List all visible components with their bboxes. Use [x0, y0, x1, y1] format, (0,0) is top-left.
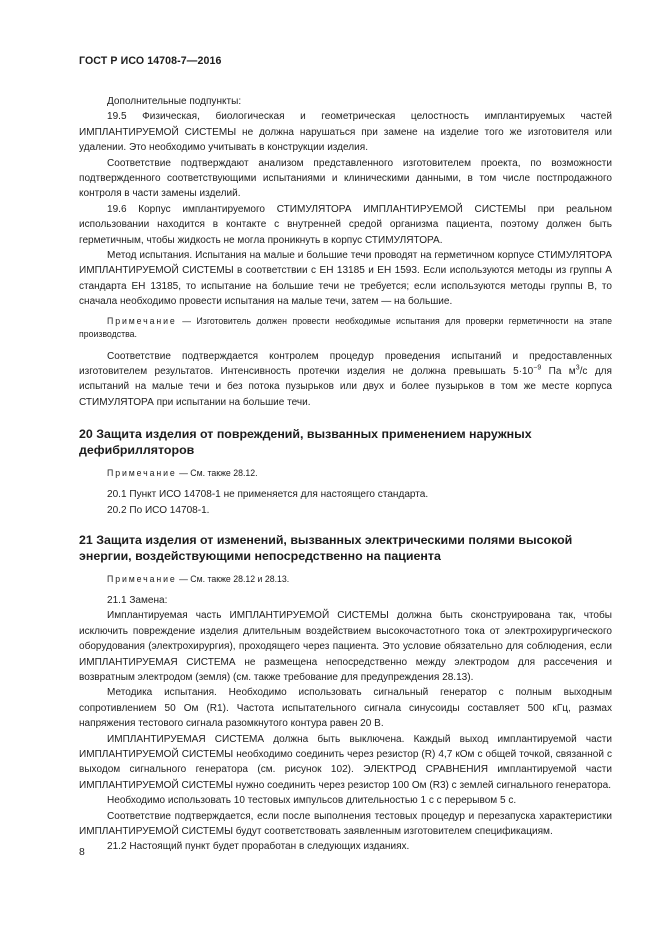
paragraph-21-2: 21.2 Настоящий пункт будет проработан в следующих изданиях.	[107, 841, 410, 853]
paragraph-19-5: 19.5 Физическая, биологическая и геометрическая целостность имплантируемых частей ИМПЛАНТИРУЕМОЙ СИСТЕМЫ не должна нарушаться при замене на изделие того же изготовителя или удалении. Это необходимо учитывать в конструкции изделия.	[79, 111, 612, 154]
paragraph-19-6: 19.6 Корпус имплантируемого СТИМУЛЯТОРА ИМПЛАНТИРУЕМОЙ СИСТЕМЫ при реальном использовании находится в контакте с внутренней средой организма пациента, поэтому должен быть герметичным, чтобы жидкость не могла проникнуть в корпус СТИМУЛЯТОРА.	[79, 203, 612, 246]
note-label: Примечание	[107, 315, 177, 326]
section-20-heading: 20 Защита изделия от повреждений, вызванных применением наружных дефибрилляторов	[79, 427, 532, 458]
leak-text-part3: /с для испытаний на малые течи и без потока пузырьков или двух и более пузырьков в том же месте корпуса СТИМУЛЯТОРА при испытании на большие течи.	[79, 365, 612, 408]
page-number: 8	[79, 847, 85, 858]
leak-exponent-1: −9	[533, 364, 542, 372]
paragraph-21-1: 21.1 Замена:	[107, 594, 168, 606]
note-label: Примечание	[107, 573, 177, 584]
note-19-6	[79, 315, 612, 342]
leak-text-part2: Па м	[541, 365, 576, 377]
page-content	[79, 94, 612, 855]
paragraph-21-pulses: Необходимо использовать 10 тестовых импульсов длительностью 1 с с перерывом 5 с.	[107, 795, 517, 807]
paragraph-21-test-method: Методика испытания. Необходимо использовать сигнальный генератор с полным выходным сопротивлением 50 Ом (R1). Частота испытательного сигнала синусоиды составляет 500 кГц, размах напряжения тестового сигнала разомкнутого контура равен 20 В.	[79, 687, 612, 730]
paragraph-21-compliance: Соответствие подтверждается, если после выполнения тестовых процедур и перезапуска характеристики ИМПЛАНТИРУЕМОЙ СИСТЕМЫ будут соответствовать заявленным изготовителем спецификациям.	[79, 810, 612, 838]
paragraph-test-method: Метод испытания. Испытания на малые и большие течи проводят на герметичном корпусе СТИМУЛЯТОРА ИМПЛАНТИРУЕМОЙ СИСТЕМЫ в соответствии с ЕН 13185 и ЕН 1593. Если используются методы из группы А стандарта ЕН 13185, то испытание на большие течи не требуется; если используются методы группы В, то сначала необходимо провести испытания на малые течи, затем — на большие.	[79, 250, 612, 308]
leak-text-part1: Соответствие подтверждается контролем процедур проведения испытаний и предоставленных изготовителем результатов. Интенсивность протечки изделия не должна превышать 5·10	[79, 350, 612, 377]
note-label: Примечание	[107, 467, 177, 478]
section-21-heading: 21 Защита изделия от изменений, вызванных электрическими полями высокой энергии, воздействующими непосредственно на пациента	[79, 532, 573, 564]
note-text: — Изготовитель должен провести необходимые испытания для проверки герметичности на этапе производства.	[79, 315, 612, 340]
document-header: ГОСТ Р ИСО 14708-7—2016	[79, 55, 222, 67]
paragraph-19-5-compliance: Соответствие подтверждают анализом представленного изготовителем проекта, по возможности подтвержденного соответствующими испытаниями и клиническими данными, в том числе постпродажного контроля в части замены изделий.	[79, 157, 612, 200]
note-section-21	[79, 573, 612, 586]
note-text: — См. также 28.12.	[176, 467, 258, 478]
note-section-20	[79, 467, 612, 480]
paragraph-20-1: 20.1 Пункт ИСО 14708-1 не применяется для настоящего стандарта.	[107, 489, 429, 501]
note-text: — См. также 28.12 и 28.13.	[176, 573, 290, 584]
leak-exponent-2: 3	[575, 364, 580, 372]
paragraph-leak-compliance	[79, 349, 612, 411]
paragraph-additional-subclauses: Дополнительные подпункты:	[107, 96, 242, 107]
paragraph-21-setup: ИМПЛАНТИРУЕМАЯ СИСТЕМА должна быть выключена. Каждый выход имплантируемой части ИМПЛАНТИРУЕМОЙ СИСТЕМЫ необходимо соединить через резистор (R) 4,7 кОм с общей точкой, связанной с выходом сигнального генератора (см. рисунок 102). ЭЛЕКТРОД СРАВНЕНИЯ имплантируемой части ИМПЛАНТИРУЕМОЙ СИСТЕМЫ нужно соединить через резистор 100 Ом (R3) с землей сигнального генератора.	[79, 733, 612, 791]
paragraph-20-2: 20.2 По ИСО 14708-1.	[107, 504, 210, 516]
paragraph-21-1-requirement: Имплантируемая часть ИМПЛАНТИРУЕМОЙ СИСТЕМЫ должна быть сконструирована так, чтобы исключить повреждение изделия длительным воздействием высокочастотного тока от электрохирургического оборудования (электрохирургия), проходящего через пациента. Это условие обязательно для соблюдения, если ИМПЛАНТИРУЕМАЯ СИСТЕМА не размещена непосредственно между электродом для рассечения и возвратным электродом (земля) (см. также требование для предупреждения 28.13).	[79, 610, 612, 683]
